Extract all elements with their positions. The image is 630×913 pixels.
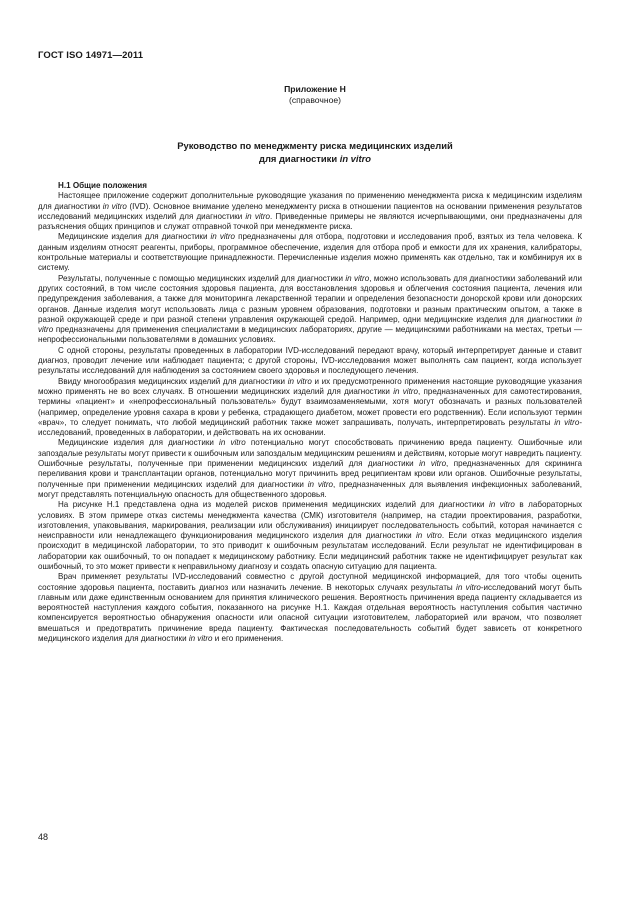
title-line-1: Руководство по менеджменту риска медицинских изделий	[177, 140, 453, 151]
paragraph: Медицинские изделия для диагностики in vitro потенциально могут способствовать причинению вреда пациенту. Ошибочные или запоздалые результаты могут привести к ошибочным или запоздалым медицинским решениям и действиям, которые могут навредить пациенту. Ошибочные результаты, полученные при применении медицинских изделий для диагностики in vitro, предназначенных для скрининга переливания крови и трансплантации органов, потенциально могут причинить вред реципиентам крови или органов. Ошибочные результаты, полученные при применении медицинских изделий для диагностики in vitro, предназначенных для выявления инфекционных заболеваний, могут представлять потенциальную опасность для общественного здоровья.	[38, 438, 583, 499]
paragraph: С одной стороны, результаты проведенных в лаборатории IVD-исследований передают врачу, который интерпретирует данные и ставит диагноз, проводит лечение или наблюдает пациента; с другой стороны, IVD-исследования может выполнять сам пациент, когда использует результаты исследований для наблюдения за состоянием своего здоровья и последующего лечения.	[38, 345, 582, 376]
paragraph: Настоящее приложение содержит дополнительные руководящие указания по применению менеджмента риска к медицинским изделиям для диагностики in vitro (IVD). Основное внимание уделено менеджменту риска в отношении пациентов на основании применения результатов исследований медицинских изделий для диагностики in vitro. Приведенные примеры не являются исчерпывающими, они предназначены для разъяснения общих принципов и служат отправной точкой при менеджменте риска.	[38, 191, 582, 232]
term-in-vitro: in vitro	[38, 314, 582, 335]
term-in-vitro: in vitro	[102, 201, 127, 211]
term-in-vitro: in vitro	[188, 634, 213, 644]
paragraph: На рисунке Н.1 представлена одна из моделей рисков применения медицинских изделий для диагностики in vitro в лабораторных условиях. В этом примере отказ системы менеджмента качества (СМК) изготовителя (например, на стадии проектирования, разработки, изготовления, упаковывания, маркирования, реализации или обслуживания) инициирует последовательность событий, которая начинается с неисправности или ненадлежащего функционирования медицинского изделия для диагностики in vitro. Если отказ медицинского изделия происходит в медицинской лаборатории, то это приводит к ошибочным результатам исследований. Если результат не идентифицирован в лаборатории как ошибочный, то он попадает к медицинскому работнику. Если медицинский работник также не идентифицирует результат как ошибочный, то это может привести к неправильному диагнозу и создать опасную ситуацию для пациента.	[38, 500, 583, 571]
term-in-vitro: in vitro	[393, 386, 418, 396]
term-in-vitro: in vitro	[488, 500, 515, 510]
term-in-vitro: in vitro	[307, 479, 334, 489]
term-in-vitro: in vitro	[554, 417, 580, 427]
document-id: ГОСТ ISO 14971—2011	[38, 50, 144, 61]
page-number: 48	[38, 832, 49, 842]
paragraph: Медицинские изделия для диагностики in vitro предназначены для отбора, подготовки и исследования проб, взятых из тела человека. К данным изделиям относят реагенты, приборы, программное обеспечение, изделия для отбора проб и емкости для их хранения, калибраторы, контрольные материалы и соответствующие принадлежности. Перечисленные изделия можно применять как отдельно, так и комбинируя их в систему.	[38, 232, 583, 273]
title-line-2	[38, 153, 592, 166]
paragraph: Результаты, полученные с помощью медицинских изделий для диагностики in vitro, можно использовать для диагностики заболеваний или других состояний, в том числе состояния здоровья пациента, для восстановления здоровья и облегчения состояния пациента, лечения или предупреждения заболевания, а также для мониторинга лекарственной терапии и определения безопасности донорской крови или донорских органов. Данные изделия могут использовать лица с разным уровнем образования, подготовки и разным практическим опытом, а также в разной окружающей среде и при разной степени управления окружающей средой. Например, одни медицинские изделия для диагностики in vitro предназначены для применения специалистами в медицинских лабораториях, другие — медицинскими работниками на местах, третьи — непрофессиональными пользователями в домашних условиях.	[38, 273, 582, 345]
annex-subtitle: (справочное)	[288, 95, 342, 105]
document-body	[38, 181, 582, 644]
term-in-vitro: in vitro	[419, 459, 447, 469]
paragraph: Врач применяет результаты IVD-исследований совместно с другой доступной медицинской информацией, для того чтобы оценить состояние здоровья пациента, поставить диагноз или назначить лечение. В некоторых случаях результаты in vitro-исследований могут быть главным или даже единственным основанием для принятия клинического решения. Вероятность причинения вреда пациенту складывается из вероятностей наступления каждого события, показанного на рисунке Н.1. Каждая отдельная вероятность наступления события частично компенсируется вероятностью обнаружения опасности или опасной ситуации изготовителем, лабораторией или врачом, что позволяет вмешаться и предотвратить причинение вреда пациенту. Фактическая последовательность событий будет зависеть от конкретного медицинского изделия для диагностики in vitro и его применения.	[38, 572, 583, 644]
annex-title: Приложение Н	[284, 84, 346, 94]
paragraph: Ввиду многообразия медицинских изделий для диагностики in vitro и их предусмотренного применения настоящие руководящие указания можно применять не во всех случаях. В отношении медицинских изделий для диагностики in vitro, предназначенных для самотестирования, термины «пациент» и «непрофессиональный пользователь» будут взаимозаменяемыми, хотя могут обозначать и разных пользователей (например, определение уровня сахара в крови у ребенка, страдающего диабетом, может провести его родственник). Если используют термин «врач», то следует понимать, что любой медицинский работник также может запрашивать, получать, интерпретировать результаты in vitro-исследований, проведенных в лаборатории, и действовать на их основании.	[38, 376, 583, 438]
term-in-vitro: in vitro	[287, 376, 312, 386]
annex-heading	[0, 84, 630, 106]
term-in-vitro: in vitro	[219, 438, 246, 448]
title-line-2-prefix: для диагностики	[259, 152, 340, 164]
term-in-vitro: in vitro	[210, 232, 236, 242]
section-heading: Н.1 Общие положения	[58, 181, 147, 190]
term-in-vitro: in vitro	[456, 582, 481, 592]
term-in-vitro: in vitro	[245, 211, 271, 221]
title-line-2-italic: in vitro	[339, 152, 371, 164]
term-in-vitro: in vitro	[345, 273, 370, 283]
term-in-vitro: in vitro	[416, 531, 442, 541]
annex-main-title	[38, 140, 592, 165]
